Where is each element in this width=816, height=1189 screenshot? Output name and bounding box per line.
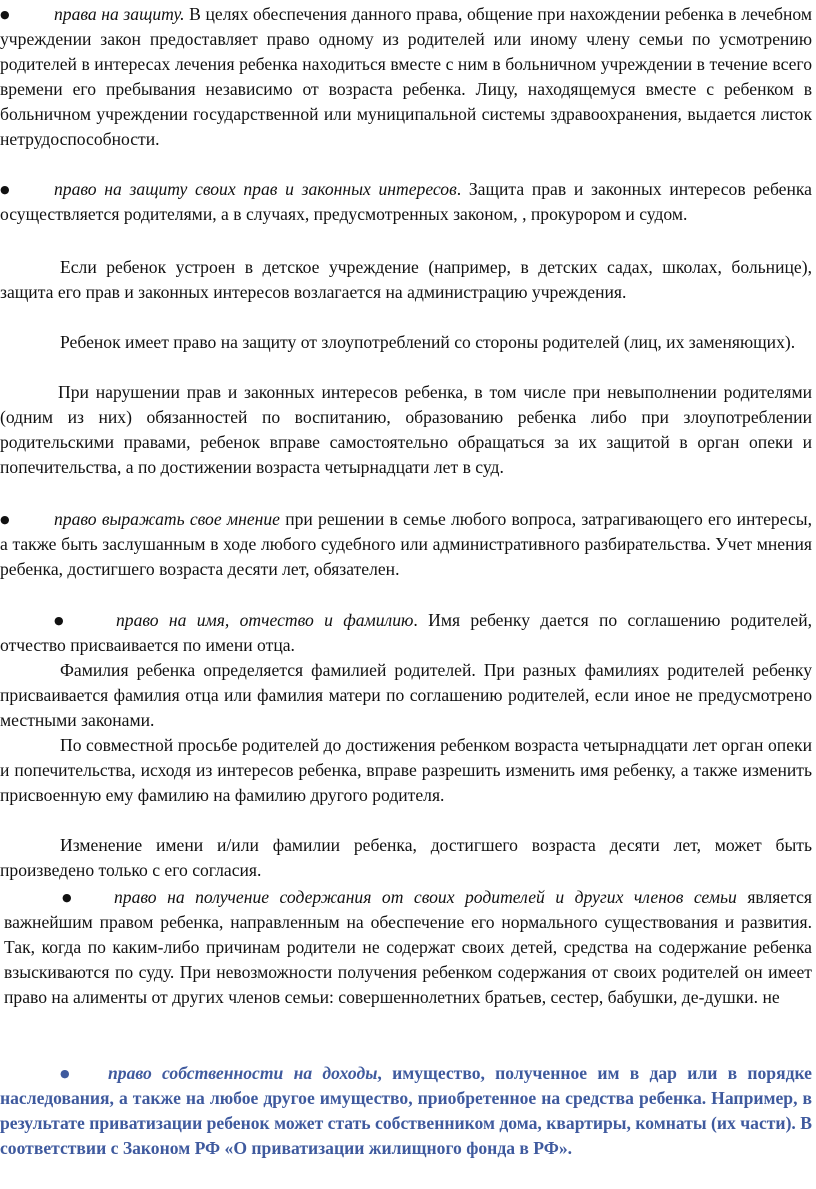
body-text: является важнейшим правом ребенка, направленным на обеспечение его нормального существования и развития. Так, когда по каким-либо причинам родители не содержат своих детей, средства на содержание ребенка взыскиваются по суду. При невозможности получения ребенком содержания от своих родителей он имеет право на алименты от других членов семьи: совершеннолетних братьев, сестер, бабушки, де-душки. не <box>4 887 812 1007</box>
bullet-dot-icon: ● <box>60 1067 70 1080</box>
paragraph-abuse-protection: Ребенок имеет право на защиту от злоупотреблений со стороны родителей (лиц, их заменяющих). <box>60 332 796 352</box>
bullet-dot-icon: ● <box>54 614 64 627</box>
paragraph-violation: При нарушении прав и законных интересов ребенка, в том числе при невыполнении родителями (одним из них) обязанностей по воспитанию, образованию ребенка либо при злоупотреблении родительскими правами, ребенок вправе самостоятельно обращаться за их защитой в орган опеки и попечительства, а по достижении возраста четырнадцати лет в суд. <box>0 382 812 477</box>
body-text: . Имя ребенку дается по соглашению родителей, отчество присваивается по имени отца. <box>0 610 813 655</box>
paragraph-surname: Фамилия ребенка определяется фамилией родителей. При разных фамилиях родителей ребенку присваивается фамилия отца или фамилия матери по соглашению родителей, если иное не предусмотрено местными законами. <box>0 660 812 730</box>
term-right-to-protection: права на защиту. <box>54 4 185 24</box>
body-text: . Защита прав и законных интересов ребенка осуществляется родителями, а в случаях, предусмотренных законом, , прокурором и судом. <box>0 179 812 224</box>
paragraph-name-change: Изменение имени и/или фамилии ребенка, достигшего возраста десяти лет, может быть произведено только с его согласия. <box>0 835 812 880</box>
term-maintenance: право на получение содержания от своих родителей и других членов семьи <box>114 887 737 907</box>
body-text: , имущество, полученное им в дар или в порядке наследования, а также на любое другое имущество, приобретенное на средства ребенка. Например, в результате приватизации ребенок может стать собственником дома, квартиры, комнаты (их части). В соответствии с Законом РФ «О приватизации жилищного фонда в РФ». <box>0 1063 812 1158</box>
body-text: при решении в семье любого вопроса, затрагивающего его интересы, а также быть заслушанным в ходе любого судебного или административного разбирательства. Учет мнения ребенка, достигшего возраста десяти лет, обязателен. <box>0 509 812 579</box>
paragraph-right-to-protection <box>0 2 812 152</box>
paragraph-joint-request: По совместной просьбе родителей до достижения ребенком возраста четырнадцати лет орган опеки и попечительства, исходя из интересов ребенка, вправе разрешить изменить имя ребенку, а также изменить присвоенную ему фамилию на фамилию другого родителя. <box>0 735 812 805</box>
bullet-dot-icon: ● <box>0 8 10 21</box>
body-text: В целях обеспечения данного права, общение при нахождении ребенка в лечебном учреждении закон предоставляет право одному из родителей или иному члену семьи по усмотрению родителей в интересах лечения ребенка находиться вместе с ним в больничном учреждении в течение всего времени его пребывания независимо от возраста ребенка. Лицу, находящемуся вместе с ребенком в больничном учреждении государственной или муниципальной системы здравоохранения, выдается листок нетрудоспособности. <box>0 4 812 149</box>
bullet-dot-icon: ● <box>0 183 10 196</box>
paragraph-institution: Если ребенок устроен в детское учреждение (например, в детских садах, школах, больнице), защита его прав и законных интересов возлагается на администрацию учреждения. <box>0 257 812 302</box>
bullet-dot-icon: ● <box>0 513 10 526</box>
term-name: право на имя, отчество и фамилию <box>116 610 414 630</box>
term-express-opinion: право выражать свое мнение <box>54 509 280 529</box>
paragraph-property-rights <box>0 1061 812 1161</box>
paragraph-protection-of-rights <box>0 177 812 227</box>
paragraph-express-opinion <box>0 507 812 582</box>
term-protection-of-rights: право на защиту своих прав и законных интересов <box>54 179 457 199</box>
term-property-rights: право собственности на доходы <box>108 1063 378 1083</box>
paragraph-name <box>0 608 812 658</box>
paragraph-maintenance <box>4 885 812 1010</box>
bullet-dot-icon: ● <box>62 891 72 904</box>
